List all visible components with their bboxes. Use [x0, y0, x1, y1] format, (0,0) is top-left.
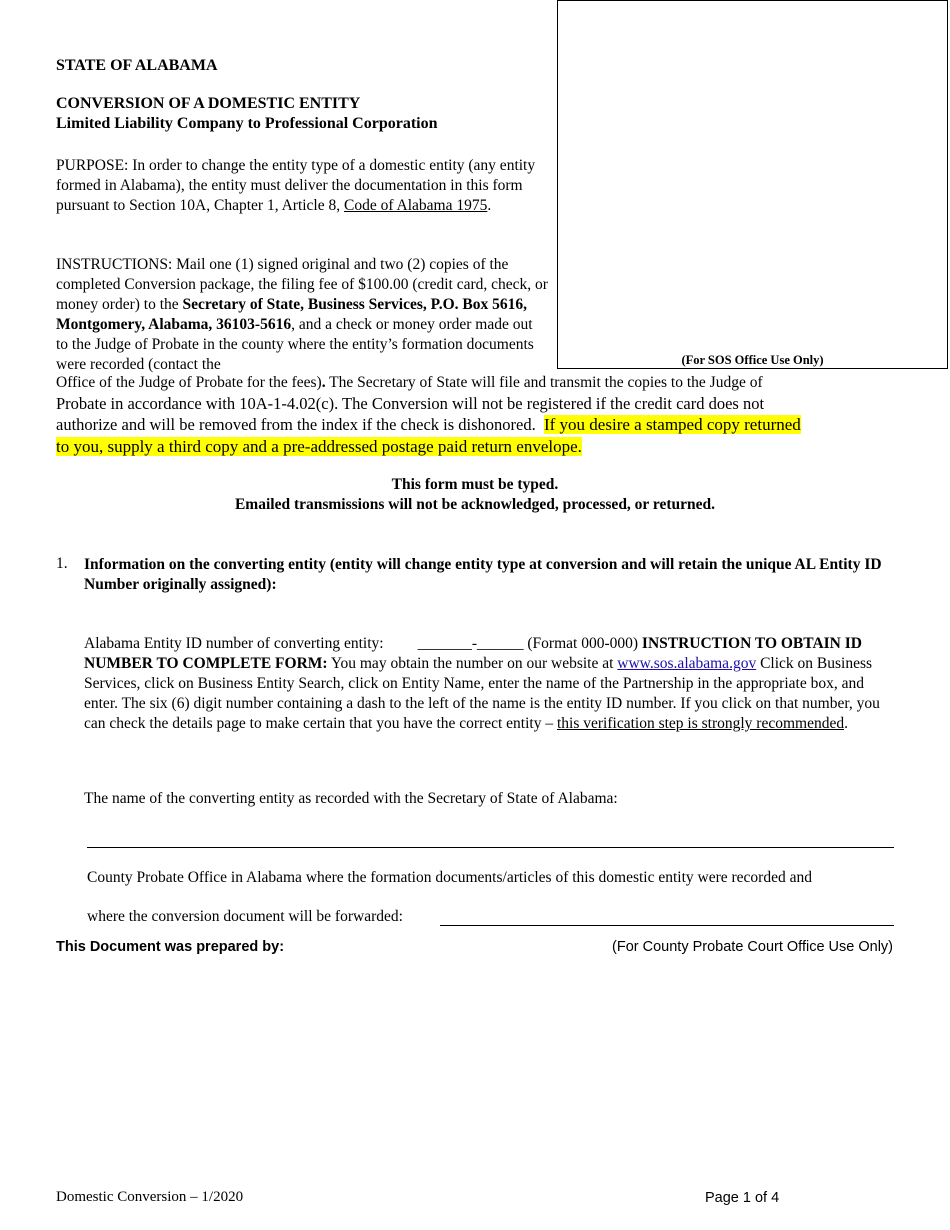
form-title: CONVERSION OF A DOMESTIC ENTITY	[56, 95, 361, 112]
highlight-return-envelope: to you, supply a third copy and a pre-addressed postage paid return envelope.	[56, 437, 582, 456]
county-probate-label-2: where the conversion document will be forwarded:	[87, 908, 403, 925]
instructions-mid: , and a check or money order made out to the Judge of Probate in the county where the entity’s formation documents were recorded (contact the	[56, 316, 534, 373]
state-heading: STATE OF ALABAMA	[56, 57, 218, 74]
county-probate-label-1: County Probate Office in Alabama where the formation documents/articles of this domestic entity were recorded and	[87, 869, 812, 886]
instructions-paragraph	[56, 255, 548, 375]
code-reference: Code of Alabama 1975	[344, 197, 488, 214]
sos-office-use-box	[557, 0, 948, 369]
entity-id-input[interactable]: _______-______	[417, 635, 524, 652]
county-use-label: (For County Probate Court Office Use Only)	[612, 939, 893, 955]
sos-website-link[interactable]: www.sos.alabama.gov	[617, 655, 757, 672]
typed-notice: This form must be typed.	[391, 476, 559, 493]
probate-fees-period: .	[321, 374, 326, 391]
prepared-by-label: This Document was prepared by:	[56, 939, 285, 955]
sos-mailing-address: Secretary of State, Business Services, P.O. Box 5616, Montgomery, Alabama, 36103-5616	[56, 296, 527, 333]
purpose-text: PURPOSE: In order to change the entity type of a domestic entity (any entity formed in Alabama), the entity must deliver the documentation in this form pursuant to Section 10A, Chapter 1, Article 8,	[56, 157, 536, 214]
instruction-text-2: Click on Business Services, click on Business Entity Search, click on Entity Name, enter the name of the Partnership in the appropriate box, and enter. The six (6) digit number containing a dash to the left of the name is the entity ID number. If you click on that number, you can check the details page to make certain that you have the correct entity –	[84, 655, 880, 732]
sos-office-use-label: (For SOS Office Use Only)	[681, 353, 824, 367]
footer-page-number: Page 1 of 4	[705, 1190, 780, 1206]
transmit-text: The Secretary of State will file and transmit the copies to the Judge of	[325, 374, 763, 391]
entity-id-format: (Format 000-000)	[523, 635, 642, 652]
verification-end: .	[844, 715, 848, 732]
instructions-line5	[56, 436, 582, 459]
entity-id-paragraph	[84, 634, 899, 734]
purpose-end: .	[487, 197, 492, 214]
instructions-lead: INSTRUCTIONS: Mail one (1) signed original and two (2) copies of the completed Conversion package, the filing fee of $100.00 (credit card, check, or money order) to the	[56, 256, 548, 313]
county-probate-input-line[interactable]	[440, 925, 894, 926]
instructions-line4	[56, 414, 801, 436]
instruction-text-1: You may obtain the number on our website at	[327, 655, 618, 672]
form-subtitle: Limited Liability Company to Professional Corporation	[56, 115, 438, 132]
entity-name-input-line[interactable]	[87, 847, 894, 848]
email-notice: Emailed transmissions will not be acknowledged, processed, or returned.	[234, 496, 716, 513]
verification-note: this verification step is strongly recommended	[556, 715, 845, 732]
instructions-line3: Probate in accordance with 10A-1-4.02(c). The Conversion will not be registered if the credit card does not	[56, 394, 765, 413]
purpose-paragraph	[56, 156, 548, 216]
section-heading: Information on the converting entity (entity will change entity type at conversion and will retain the unique AL Entity ID Number originally assigned):	[84, 556, 882, 593]
instructions-line2	[56, 373, 896, 393]
probate-fees-text: Office of the Judge of Probate for the fees)	[56, 374, 322, 391]
footer-form-id: Domestic Conversion – 1/2020	[56, 1189, 244, 1205]
dishonored-text: authorize and will be removed from the index if the check is dishonored.	[56, 415, 536, 434]
highlight-stamped-copy: If you desire a stamped copy returned	[543, 415, 801, 434]
instruction-heading: INSTRUCTION TO OBTAIN ID NUMBER TO COMPLETE FORM:	[84, 635, 862, 672]
entity-id-label: Alabama Entity ID number of converting entity:	[84, 635, 384, 652]
entity-name-label: The name of the converting entity as recorded with the Secretary of State of Alabama:	[84, 790, 618, 807]
section-number: 1.	[56, 555, 68, 572]
